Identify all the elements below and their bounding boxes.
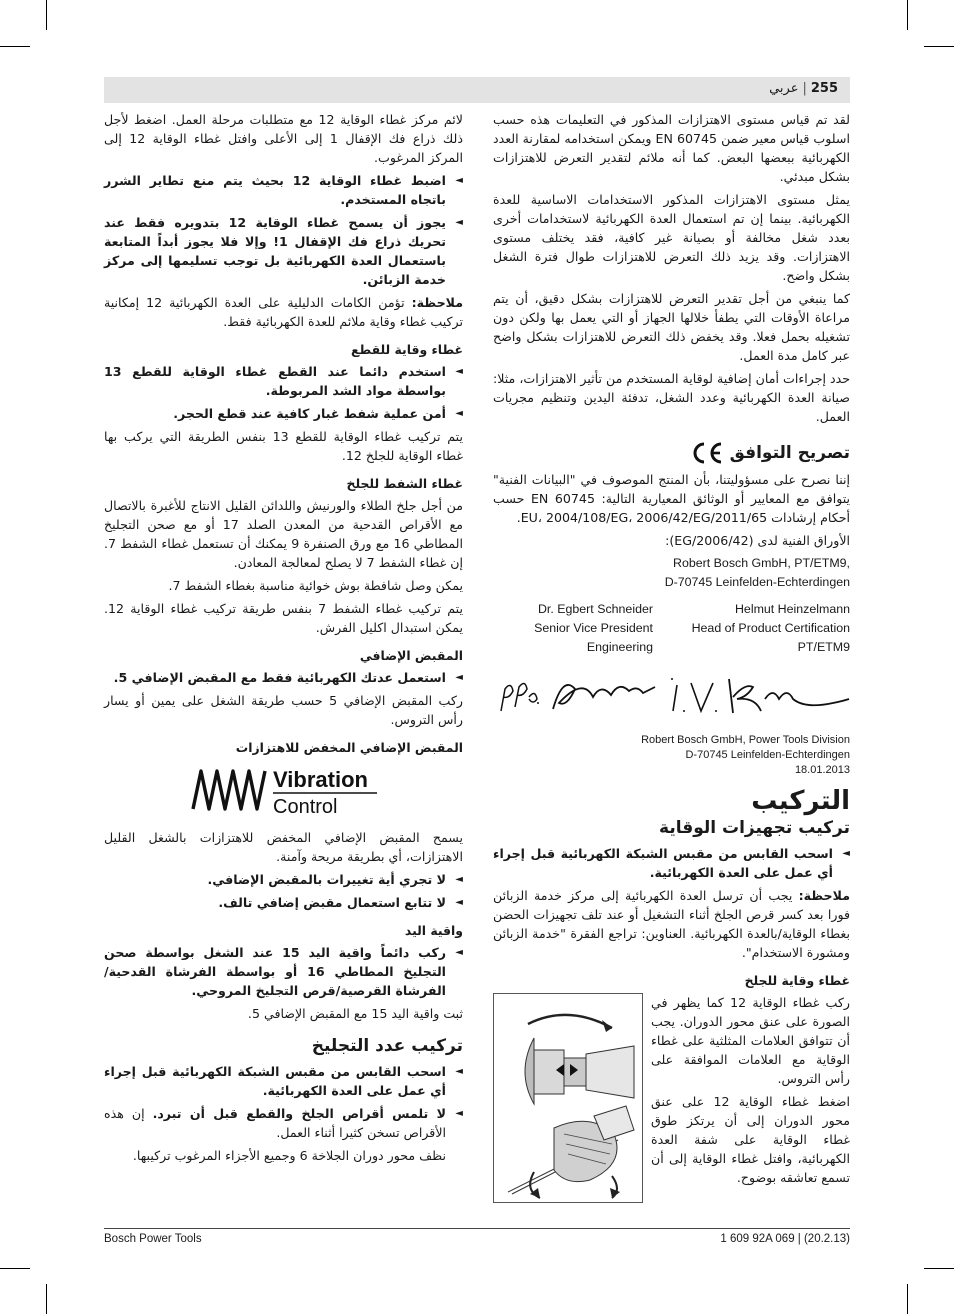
crop-mark	[924, 46, 954, 47]
vibration-para: لقد تم قياس مستوى الاهتزازات المذكور في التعليمات هذه حسب اسلوب قياس معير ضمن EN 60745 ويمكن استخدامه لمقارنة العدد الكهربائية ببعضها البعض. كما أنه ملائم لتقدير التعرض للاهتزازات بشكل مبدئي.	[493, 112, 850, 184]
bullet: ◄ ركب دائماً واقية اليد 15 عند الشغل بواسطة صحن التجليخ المطاطي 16 أو بواسطة الفرشاة القدحية/الفرشاة القرصية/قرص التجليخ المروحي.	[104, 943, 463, 1000]
bullet: ◄ أمن عملية شفط غبار كافية عند قطع الحجر.	[104, 404, 463, 423]
page-header	[104, 77, 850, 103]
ce-mark-icon	[690, 442, 724, 464]
bullet: ◄ اضبط غطاء الوقاية 12 بحيث يتم منع تطاير الشرر باتجاه المستخدم.	[104, 171, 463, 209]
company-line: D-70745 Leinfelden-Echterdingen	[664, 575, 850, 589]
vibration-para: كما ينبغي من أجل تقدير التعرض للاهتزازات بشكل دقيق، أن يتم مراعاة الأوقات التي يطفأ خلالها الجهاز أو التي يعمل بها ولكن دون تشغيله بحمل فعلا. وقد يخفض ذلك التعرض للاهتزازات بشكل واضح عبر كامل مدة العمل.	[493, 291, 850, 363]
unplug-bullet: ◄ اسحب القابس من مقبس الشبكة الكهربائية قبل إجراء أي عمل على العدة الكهربائية.	[493, 844, 850, 882]
conformity-title: تصريح التوافق	[729, 443, 850, 463]
note-para	[104, 293, 463, 331]
crop-mark	[0, 1268, 30, 1269]
division-line: Robert Bosch GmbH, Power Tools Division	[641, 734, 850, 746]
guard-subheading: غطاء وقاية للجلخ	[744, 973, 850, 988]
signatory-left	[493, 600, 653, 657]
adjust-para: لائم مركز غطاء الوقاية 12 مع متطلبات مرحلة العمل. اضغط لأجل ذلك ذراع فك الإقفال 1 إلى الأعلى وافتل غطاء الوقاية 12 إلى المركز المرغوب.	[104, 112, 463, 165]
handle-subheading: المقبض الإضافي	[359, 648, 463, 663]
division-block	[493, 733, 850, 778]
assembly-title: التركيب	[751, 786, 850, 816]
conformity-heading	[493, 442, 850, 464]
vibration-logo-graphic	[189, 765, 379, 817]
hand-guard-para: ثبت واقية اليد 15 مع المقبض الإضافي 5.	[247, 1006, 463, 1021]
hand-guard-subheading: واقية اليد	[404, 923, 463, 938]
page-number: 255	[810, 81, 838, 96]
page-number-block	[769, 81, 838, 96]
tools-title: تركيب عدد التجليخ	[311, 1036, 463, 1056]
extraction-para: يتم تركيب غطاء الشفط 7 بنفس طريقة تركيب غطاء الوقاية 12. يمكن استبدال اكليل الفرش.	[104, 601, 463, 635]
page-footer	[104, 1228, 850, 1245]
extraction-para: يمكن وصل شافطة بوش خوائية مناسبة بغطاء الشفط 7.	[168, 578, 463, 593]
crop-mark	[0, 46, 30, 47]
note-label: ملاحظة:	[411, 295, 464, 310]
bullet: ◄ لا تتابع استعمال مقبض إضافي تالف.	[104, 893, 463, 912]
note-para	[493, 886, 850, 962]
header-separator: |	[802, 81, 807, 96]
vibration-para: يمثل مستوى الاهتزازات المذكور الاستخدامات الاساسية للعدة الكهربائية. بينما إن تم استعمال العدة الكهربائية لاستخدامات أخرى بعدد شغل مخالفة أو بصيانة غير كافية، فقد يختلف مستوى الاهتزازات. وقد يزيد ذلك التعرض للاهتزازات طوال فترة الشغل بشكل واضح.	[493, 192, 850, 283]
signatories	[493, 600, 850, 657]
signatory-dept: Engineering	[586, 640, 653, 654]
vibration-logo-word: Vibration	[272, 767, 368, 792]
signatory-title: Head of Product Certification	[691, 621, 850, 635]
note-label: ملاحظة:	[798, 888, 850, 903]
company-address	[493, 554, 850, 592]
left-column	[104, 110, 463, 1169]
tech-docs-line: الأوراق الفنية لدى (2006/42/EG):	[665, 533, 850, 548]
bullet: ◄ لا تجري أية تغييرات بالمقبض الإضافي.	[104, 870, 463, 889]
bullet-bold: لا تلمس أقراص الجلخ والقطع قبل أن تبرد.	[152, 1106, 446, 1121]
extraction-subheading: غطاء الشفط للجلخ	[346, 476, 463, 491]
footer-doc-id: 1 609 92A 069 | (20.2.13)	[720, 1233, 850, 1245]
signatory-name: Dr. Egbert Schneider	[537, 602, 653, 616]
guard-para: ركب غطاء الوقاية 12 كما يظهر في الصورة على عنق محور الدوران. يجب أن تتوافق العلامات المثلثية على غطاء الوقاية مع العلامات الموافقة على رأس التروس.	[651, 995, 850, 1086]
protective-title: تركيب تجهيزات الوقاية	[659, 818, 850, 838]
bullet-rest: إن هذه الأقراص تسخن كثيرا أثناء العمل.	[104, 1106, 446, 1140]
signatory-title: Senior Vice President	[534, 621, 653, 635]
bullet: ◄ اسحب القابس من مقبس الشبكة الكهربائية قبل إجراء أي عمل على العدة الكهربائية.	[104, 1062, 463, 1100]
vibration-para: حدد إجراءات أمان إضافية لوقاية المستخدم من تأثير الاهتزازات، مثلا: صيانة العدة الكهربائية وعدد الشغل، تدفئة اليدين وتنظيم مجريات العمل.	[493, 371, 850, 424]
cut-guard-subheading: غطاء وقاية للقطع	[351, 342, 463, 357]
division-line: D-70745 Leinfelden-Echterdingen	[685, 749, 850, 761]
tools-para: نظف محور دوران الجلاخة 6 وجميع الأجزاء المرغوب تركيبها.	[132, 1148, 446, 1163]
handle-para: ركب المقبض الإضافي 5 حسب طريقة الشغل على يمين أو يسار رأس التروس.	[104, 693, 463, 727]
bullet	[104, 1104, 463, 1142]
signatory-dept: PT/ETM9	[797, 640, 850, 654]
bullet: ◄ يجوز أن يسمح غطاء الوقاية 12 بتدويره فقط عند تحريك ذراع فك الإقفال 1! وإلا فلا يجوز أبداً المتابعة باستعمال العدة الكهربائية بل توجب تسليمها إلى مركز خدمة الزبائن.	[104, 213, 463, 289]
company-line: Robert Bosch GmbH, PT/ETM9,	[673, 556, 850, 570]
right-column	[493, 110, 850, 1203]
note-text: تؤمن الكامات الدليلية على العدة الكهربائية 12 إمكانية تركيب غطاء وقاية ملائم للعدة الكهربائية فقط.	[104, 295, 463, 329]
vibration-logo-word: Control	[272, 796, 337, 817]
footer-brand: Bosch Power Tools	[104, 1233, 202, 1245]
note-text: يجب أن ترسل العدة الكهربائية إلى مركز خدمة الزبائن فورا بعد كسر قرص الجلخ أثناء التشغيل أو عند تلف تجهيزات الحضن بغطاء الوقاية/بالعدة الكهربائية. العناوين: تراجع الفقرة "خدمة الزبائن ومشورة الاستخدام".	[493, 888, 850, 960]
signatory-name: Helmut Heinzelmann	[734, 602, 850, 616]
vibration-handle-para: يسمح المقبض الإضافي المخفض للاهتزازات بالشغل القليل الاهتزازات، أي بطريقة مريحة وآمنة.	[104, 830, 463, 864]
extraction-para: من أجل جلخ الطلاء والورنيش واللدائن القليل الانتاج للأغبرة بالاتصال مع الأقراص القدحية من المعدن الصلد 17 أو مع صحن التجليخ المطاطي 16 مع ورق الصنفرة 9 يمكنك أن تستعمل غطاء الشفط 7. إن غطاء الشفط 7 لا يصلح لمعالجة المعادن.	[104, 498, 464, 570]
conformity-para: إننا نصرح على مسؤوليتنا، بأن المنتج الموصوف في "البيانات الفنية" يتوافق مع المعايير أو الوثائق المعيارية التالية: EN 60745 حسب أحكام إرشادات 2011/65/EU، 2004/108/EG، 2006/42/EG.	[493, 472, 851, 525]
signature-image	[493, 667, 850, 729]
vibration-control-logo	[104, 765, 463, 822]
handwritten-signatures	[493, 667, 850, 729]
guard-text	[651, 993, 850, 1191]
cut-para: يتم تركيب غطاء الوقاية للقطع 13 بنفس الطريقة التي يركب بها غطاء الوقاية للجلخ 12.	[104, 429, 463, 463]
guard-figure-block	[493, 993, 850, 1203]
crop-mark	[907, 0, 908, 30]
language-label: عربي	[769, 81, 799, 96]
crop-mark	[46, 0, 47, 30]
vibration-handle-subheading: المقبض الإضافي المخفض للاهتزازات	[235, 740, 463, 755]
bullet: ◄ استعمل عدتك الكهربائية فقط مع المقبض الإضافي 5.	[104, 668, 463, 687]
date: 18.01.2013	[794, 764, 850, 776]
crop-mark	[924, 1268, 954, 1269]
guard-para: اضغط غطاء الوقاية 12 على عنق محور الدوران إلى أن يرتكز طوق غطاء الوقاية على شفة العدة الكهربائية، وافتل غطاء الوقاية إلى أن تسمع تعاشقه بوضوح.	[651, 1094, 850, 1185]
guard-diagram	[493, 993, 643, 1203]
bullet: ◄ استخدم دائما عند القطع غطاء الوقاية للقطع 13 بواسطة مواد الشد المربوطة.	[104, 362, 463, 400]
signatory-right	[670, 600, 850, 657]
crop-mark	[46, 1284, 47, 1314]
crop-mark	[907, 1284, 908, 1314]
